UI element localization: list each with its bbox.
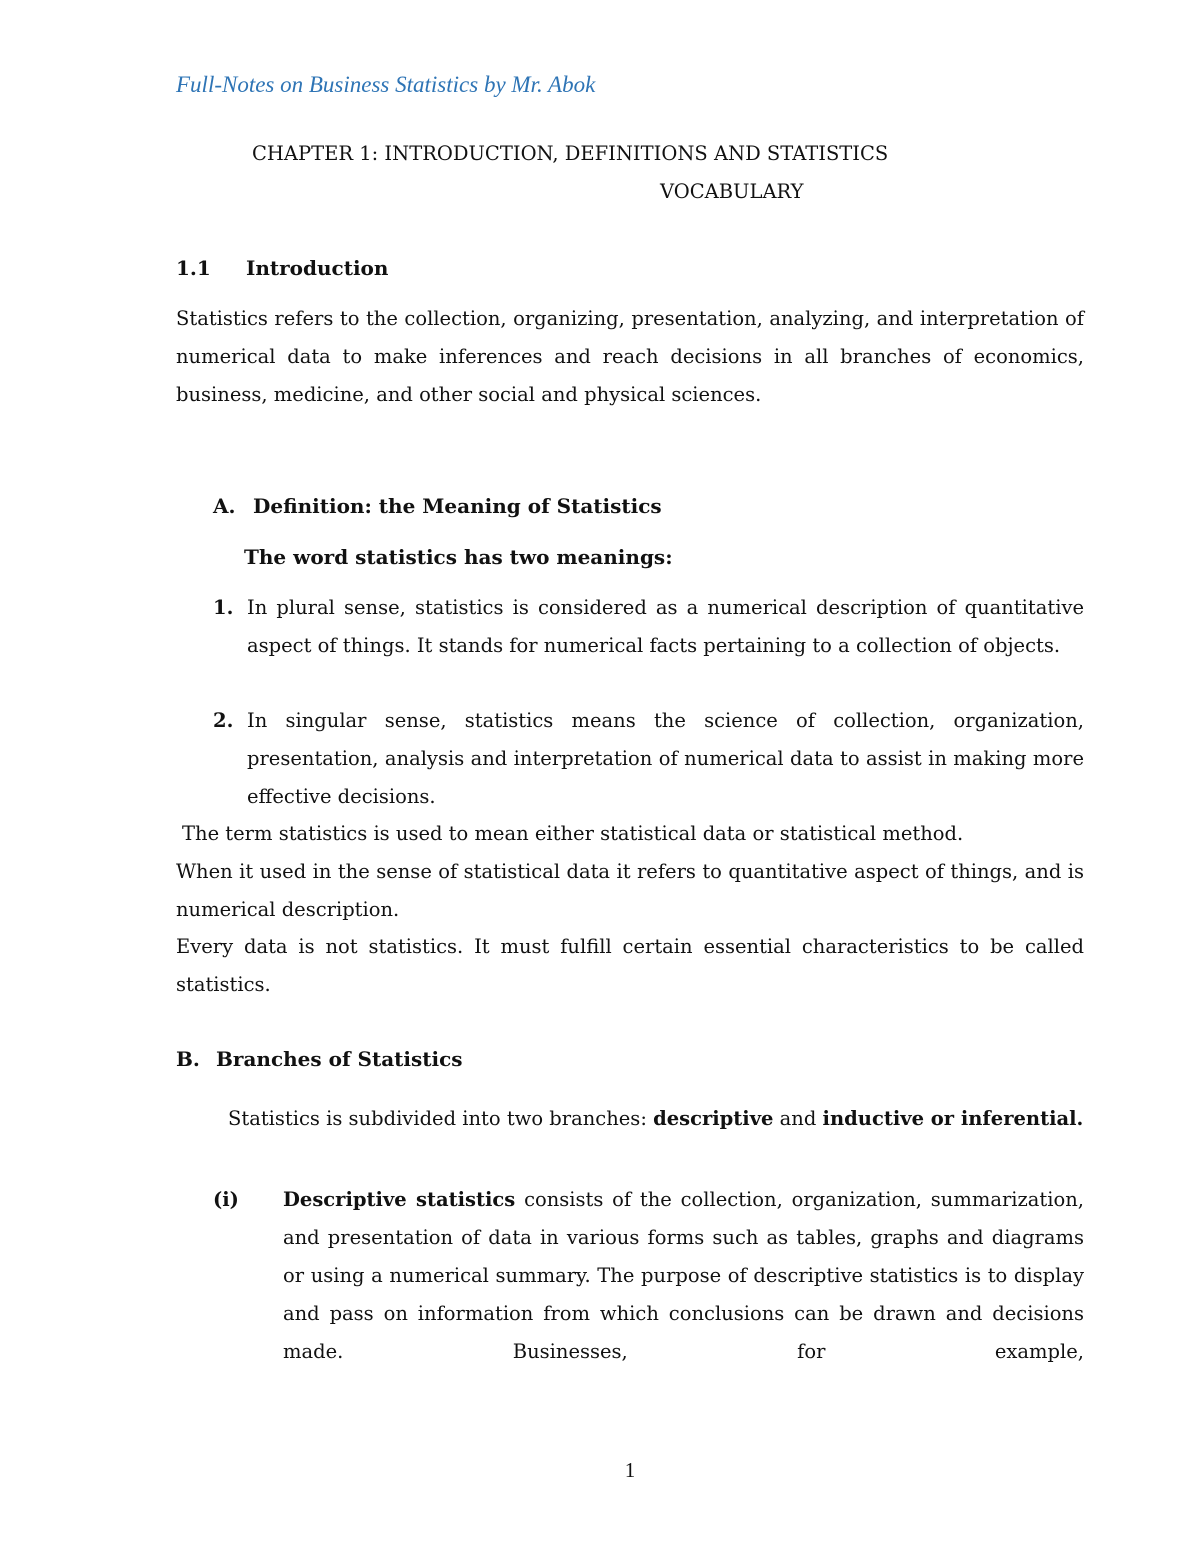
paragraph-statistical-data: When it used in the sense of statistical data it refers to quantitative aspect of things, and is numerical description. [176, 860, 1084, 921]
section-heading-branches [176, 1047, 463, 1071]
text-fragment: Statistics is subdivided into two branches: [228, 1107, 654, 1130]
text-fragment: and [773, 1107, 823, 1130]
bold-term: Descriptive statistics [283, 1188, 516, 1211]
list-text [283, 1181, 1084, 1371]
list-text: In singular sense, statistics means the science of collection, organization, presentation, analysis and interpretation of numerical data to assist in making more effective decisions. [247, 709, 1084, 808]
section-title: Branches of Statistics [216, 1047, 463, 1071]
paragraph-branches-intro [176, 1106, 1084, 1131]
paragraph-term-statistics: The term statistics is used to mean either statistical data or statistical method. [182, 822, 964, 845]
text-fragment: consists of the collection, organization, summarization, and presentation of data in various forms such as tables, graphs and diagrams or using a numerical summary. The purpose of descriptive statistics is to display and pass on information from which conclusions can be drawn and decisions made. Businesses, for example, [283, 1188, 1084, 1363]
bold-term-descriptive: descriptive [653, 1107, 774, 1130]
paragraph-every-data: Every data is not statistics. It must fulfill certain essential characteristics to be called statistics. [176, 935, 1084, 996]
list-text: In plural sense, statistics is considered as a numerical description of quantitative aspect of things. It stands for numerical facts pertaining to a collection of objects. [247, 596, 1084, 657]
section-letter: A. [213, 494, 236, 518]
section-letter: B. [176, 1047, 200, 1071]
subheading-two-meanings: The word statistics has two meanings: [244, 545, 673, 569]
bold-term-inferential: inductive or inferential. [822, 1107, 1084, 1130]
chapter-title-line-1: CHAPTER 1: INTRODUCTION, DEFINITIONS AND STATISTICS [252, 142, 889, 165]
section-heading-definition [213, 494, 662, 518]
list-item-descriptive [213, 1181, 1084, 1371]
running-header: Full-Notes on Business Statistics by Mr. Abok [176, 72, 596, 97]
list-item [213, 702, 1084, 816]
list-number: 2. [213, 709, 234, 732]
page-number: 1 [624, 1458, 636, 1482]
list-number: 1. [213, 596, 234, 619]
section-number: 1.1 [176, 256, 211, 280]
section-title: Definition: the Meaning of Statistics [253, 494, 662, 518]
section-heading-introduction [176, 256, 388, 280]
introduction-paragraph: Statistics refers to the collection, organizing, presentation, analyzing, and interpretation of numerical data to make inferences and reach decisions in all branches of economics, business, medicine, and other social and physical sciences. [176, 307, 1084, 406]
chapter-title-line-2: VOCABULARY [660, 180, 804, 203]
section-title: Introduction [246, 256, 389, 280]
list-item [213, 589, 1084, 665]
list-number: (i) [213, 1188, 239, 1211]
